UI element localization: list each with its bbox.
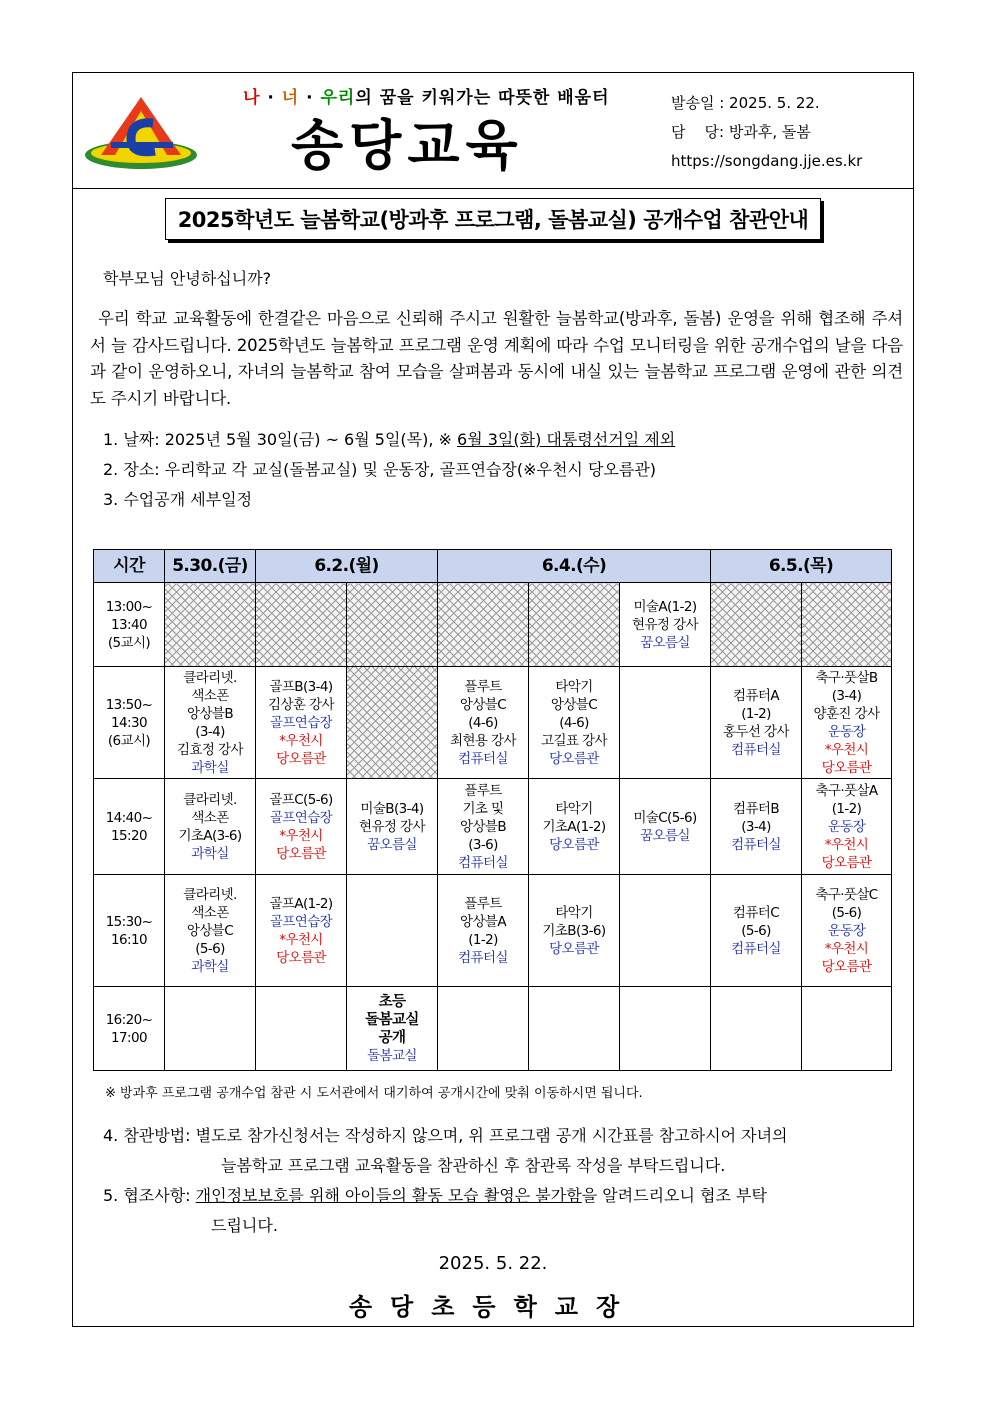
schedule-cell xyxy=(438,875,529,987)
rain-location: *우천시 xyxy=(824,940,869,957)
class-location: 꿈오름실 xyxy=(640,634,690,651)
school-logo-icon xyxy=(81,93,201,173)
class-text: (3-4) xyxy=(195,723,225,740)
class-text: 돌봄교실 xyxy=(365,1011,419,1028)
rain-location: 당오름관 xyxy=(276,845,326,862)
class-text: (3-6) xyxy=(468,836,498,853)
item-coop: 5. 협조사항: 개인정보보호를 위해 아이들의 활동 모습 촬영은 불가함을 알려드리오니 협조 부탁 xyxy=(103,1186,767,1205)
slogan: 나 · 너 · 우리의 꿈을 키워가는 따뜻한 배움터 xyxy=(243,88,610,108)
header-day-fri: 5.30.(금) xyxy=(165,550,256,583)
class-text: (5-6) xyxy=(195,940,225,957)
schedule-row xyxy=(94,875,892,987)
time-line: 14:30 xyxy=(111,714,147,731)
time-line: 16:20~ xyxy=(105,1011,153,1028)
class-text: 앙상블C xyxy=(550,696,598,713)
item-coop-cont: 드립니다. xyxy=(211,1216,278,1235)
schedule-cell xyxy=(711,987,802,1071)
class-text: 현유정 강사 xyxy=(632,616,698,633)
time-line: (6교시) xyxy=(107,732,151,749)
schedule-cell xyxy=(165,987,256,1071)
class-text: (5-6) xyxy=(741,922,771,939)
class-text: 타악기 xyxy=(555,904,593,921)
class-location: 컴퓨터실 xyxy=(458,949,508,966)
schedule-cell xyxy=(802,667,892,779)
time-line: 13:50~ xyxy=(105,696,153,713)
item-method: 4. 참관방법: 별도로 참가신청서는 작성하지 않으며, 위 프로그램 공개 시간표를 참고하시어 자녀의 xyxy=(103,1126,788,1145)
schedule-cell xyxy=(529,875,620,987)
schedule-cell xyxy=(256,583,347,667)
schedule-cell xyxy=(620,779,711,875)
schedule-cell xyxy=(802,987,892,1071)
class-text: (1-2) xyxy=(831,800,862,817)
page-title: 2025학년도 늘봄학교(방과후 프로그램, 돌봄교실) 공개수업 참관안내 xyxy=(165,198,822,240)
class-text: 골프C(5-6) xyxy=(269,791,333,808)
rain-location: 당오름관 xyxy=(276,750,326,767)
class-location: 컴퓨터실 xyxy=(731,940,781,957)
class-text: 기초A(1-2) xyxy=(542,818,606,835)
schedule-note: ※ 방과후 프로그램 공개수업 참관 시 도서관에서 대기하여 공개시간에 맞춰 이동하시면 됩니다. xyxy=(105,1086,643,1101)
rain-location: 당오름관 xyxy=(276,949,326,966)
rain-location: *우천시 xyxy=(824,741,869,758)
class-location: 꿈오름실 xyxy=(367,836,417,853)
class-location: 컴퓨터실 xyxy=(458,854,508,871)
issue-date: 2025. 5. 22. xyxy=(438,1253,548,1274)
class-text: 클라리넷. xyxy=(183,669,237,686)
class-text: 색소폰 xyxy=(191,904,229,921)
schedule-cell xyxy=(438,583,529,667)
schedule-cell xyxy=(165,779,256,875)
class-text: 플루트 xyxy=(464,782,502,799)
class-location: 꿈오름실 xyxy=(640,827,690,844)
class-text: (5-6) xyxy=(831,904,862,921)
send-date: 발송일 : 2025. 5. 22. xyxy=(671,94,820,112)
schedule-cell xyxy=(165,875,256,987)
class-text: 기초A(3-6) xyxy=(178,827,242,844)
class-text: (3-4) xyxy=(831,687,862,704)
rain-location: 당오름관 xyxy=(821,854,872,871)
class-location: 당오름관 xyxy=(549,750,599,767)
schedule-header-row xyxy=(94,550,892,583)
item-date: 1. 날짜: 2025년 5월 30일(금) ~ 6월 5일(목), ※ 6월 3일(화) 대통령선거일 제외 xyxy=(103,430,676,449)
class-location: 골프연습장 xyxy=(269,714,333,731)
class-location: 돌봄교실 xyxy=(367,1047,417,1064)
class-text: (4-6) xyxy=(559,714,589,731)
class-location: 운동장 xyxy=(827,818,866,835)
class-text: 플루트 xyxy=(464,678,502,695)
class-text: 앙상블A xyxy=(460,913,506,930)
greeting: 학부모님 안녕하십니까? xyxy=(103,269,272,288)
class-text: 색소폰 xyxy=(191,687,229,704)
class-text: 미술A(1-2) xyxy=(633,598,697,615)
class-text: 컴퓨터A xyxy=(733,687,779,704)
class-text: 타악기 xyxy=(555,678,593,695)
schedule-cell xyxy=(347,667,438,779)
class-text: 골프A(1-2) xyxy=(269,895,333,912)
schedule-cell xyxy=(802,779,892,875)
schedule-row xyxy=(94,667,892,779)
schedule-cell xyxy=(711,583,802,667)
item-method-cont: 늘봄학교 프로그램 교육활동을 참관하신 후 참관록 작성을 부탁드립니다. xyxy=(221,1156,726,1175)
class-text: 골프B(3-4) xyxy=(269,678,333,695)
schedule-cell xyxy=(165,667,256,779)
time-line: 13:00~ xyxy=(105,598,153,615)
schedule-cell xyxy=(802,583,892,667)
schedule-body xyxy=(94,583,892,1071)
rain-location: *우천시 xyxy=(279,827,323,844)
class-location: 과학실 xyxy=(191,759,229,776)
time-cell xyxy=(94,667,165,779)
class-location: 골프연습장 xyxy=(269,809,333,826)
schedule-cell xyxy=(256,875,347,987)
schedule-cell xyxy=(438,987,529,1071)
class-location: 컴퓨터실 xyxy=(731,741,781,758)
schedule-row xyxy=(94,583,892,667)
schedule-cell xyxy=(165,583,256,667)
schedule-cell xyxy=(347,987,438,1071)
time-cell xyxy=(94,779,165,875)
class-text: 미술C(5-6) xyxy=(633,809,697,826)
schedule-cell xyxy=(256,779,347,875)
class-location: 당오름관 xyxy=(549,940,599,957)
letter-meta xyxy=(671,89,862,176)
schedule-cell xyxy=(438,667,529,779)
time-line: 17:00 xyxy=(111,1029,147,1046)
class-text: 색소폰 xyxy=(191,809,229,826)
rain-location: *우천시 xyxy=(824,836,869,853)
time-cell xyxy=(94,583,165,667)
header-time: 시간 xyxy=(94,550,165,583)
class-text: 고길표 강사 xyxy=(541,732,607,749)
class-text: 현유정 강사 xyxy=(359,818,425,835)
time-line: 15:30~ xyxy=(105,913,153,930)
schedule-cell xyxy=(620,987,711,1071)
schedule-cell xyxy=(347,875,438,987)
class-text: 컴퓨터B xyxy=(733,800,779,817)
time-line: 14:40~ xyxy=(105,809,153,826)
class-text: 기초B(3-6) xyxy=(542,922,606,939)
class-text: (1-2) xyxy=(741,705,771,722)
schedule-cell xyxy=(256,667,347,779)
class-text: 축구·풋살B xyxy=(815,669,878,686)
time-line: 13:40 xyxy=(111,616,147,633)
header-day-wed: 6.4.(수) xyxy=(438,550,711,583)
class-location: 과학실 xyxy=(191,845,229,862)
class-text: 축구·풋살A xyxy=(815,782,878,799)
class-text: 김상훈 강사 xyxy=(268,696,334,713)
class-text: 앙상블B xyxy=(187,705,233,722)
schedule-cell xyxy=(711,667,802,779)
class-text: 양훈진 강사 xyxy=(813,705,880,722)
class-text: 공개 xyxy=(378,1029,406,1046)
schedule-cell xyxy=(620,583,711,667)
time-line: 15:20 xyxy=(111,827,147,844)
class-text: 미술B(3-4) xyxy=(360,800,424,817)
item-place: 2. 장소: 우리학교 각 교실(돌봄교실) 및 운동장, 골프연습장(※우천시 당오름관) xyxy=(103,460,657,479)
class-text: (1-2) xyxy=(468,931,498,948)
schedule-cell xyxy=(529,779,620,875)
class-text: 플루트 xyxy=(464,895,502,912)
info-list-2 xyxy=(103,1121,913,1241)
schedule-cell xyxy=(620,667,711,779)
class-location: 골프연습장 xyxy=(269,913,333,930)
class-text: (3-4) xyxy=(741,818,771,835)
schedule-cell xyxy=(620,875,711,987)
rain-location: *우천시 xyxy=(279,931,323,948)
class-text: 컴퓨터C xyxy=(732,904,780,921)
schedule-cell xyxy=(711,779,802,875)
class-location: 컴퓨터실 xyxy=(458,750,508,767)
rain-location: 당오름관 xyxy=(821,958,872,975)
class-text: 클라리넷. xyxy=(183,791,237,808)
schedule-row xyxy=(94,987,892,1071)
time-cell xyxy=(94,987,165,1071)
class-location: 컴퓨터실 xyxy=(731,836,781,853)
class-location: 운동장 xyxy=(827,723,866,740)
schedule-cell xyxy=(347,583,438,667)
schedule-row xyxy=(94,779,892,875)
class-text: 앙상블C xyxy=(186,922,234,939)
class-text: (4-6) xyxy=(468,714,498,731)
document-frame xyxy=(72,72,914,1327)
rain-location: 당오름관 xyxy=(821,759,872,776)
time-line: (5교시) xyxy=(107,634,151,651)
class-text: 기초 및 xyxy=(462,800,504,817)
schedule-cell xyxy=(438,779,529,875)
class-text: 초등 xyxy=(378,993,406,1010)
manager: 담 당: 방과후, 돌봄 xyxy=(671,123,811,141)
schedule-cell xyxy=(802,875,892,987)
class-text: 최현용 강사 xyxy=(450,732,516,749)
class-text: 클라리넷. xyxy=(183,886,237,903)
class-text: 앙상블C xyxy=(459,696,507,713)
schedule-table xyxy=(93,549,892,1071)
intro-paragraph: 우리 학교 교육활동에 한결같은 마음으로 신뢰해 주시고 원활한 늘봄학교(방과후, 돌봄) 운영을 위해 협조해 주셔서 늘 감사드립니다. 2025학년도 늘봄학교 프로그램 운영 계획에 따라 수업 모니터링을 위한 공개수업의 날을 다음과 같이 운영하오니, 자녀의 늘봄학교 참여 모습을 살펴봄과 동시에 내실 있는 늘봄학교 프로그램 운영에 관한 의견도 주시기 바랍니다. xyxy=(90,309,903,408)
class-location: 당오름관 xyxy=(549,836,599,853)
header-day-mon: 6.2.(월) xyxy=(256,550,438,583)
info-list xyxy=(103,425,675,515)
class-location: 운동장 xyxy=(827,922,866,939)
schedule-cell xyxy=(711,875,802,987)
item-detail: 3. 수업공개 세부일정 xyxy=(103,490,253,509)
title-wrap xyxy=(73,198,913,240)
schedule-cell xyxy=(529,667,620,779)
class-text: 김효정 강사 xyxy=(177,741,243,758)
letterhead xyxy=(73,73,913,189)
brand-title: 송당교육 xyxy=(291,114,524,177)
class-text: 홍두선 강사 xyxy=(723,723,789,740)
principal-signature: 송당초등학교장 xyxy=(348,1293,638,1321)
class-text: 앙상블B xyxy=(460,818,506,835)
time-cell xyxy=(94,875,165,987)
schedule-cell xyxy=(529,583,620,667)
header-day-thu: 6.5.(목) xyxy=(711,550,892,583)
class-text: 타악기 xyxy=(555,800,593,817)
time-line: 16:10 xyxy=(111,931,147,948)
schedule-cell xyxy=(256,987,347,1071)
class-location: 과학실 xyxy=(191,958,229,975)
schedule-cell xyxy=(529,987,620,1071)
school-url[interactable]: https://songdang.jje.es.kr xyxy=(671,152,863,170)
class-text: 축구·풋살C xyxy=(815,886,878,903)
schedule-cell xyxy=(347,779,438,875)
rain-location: *우천시 xyxy=(279,732,323,749)
